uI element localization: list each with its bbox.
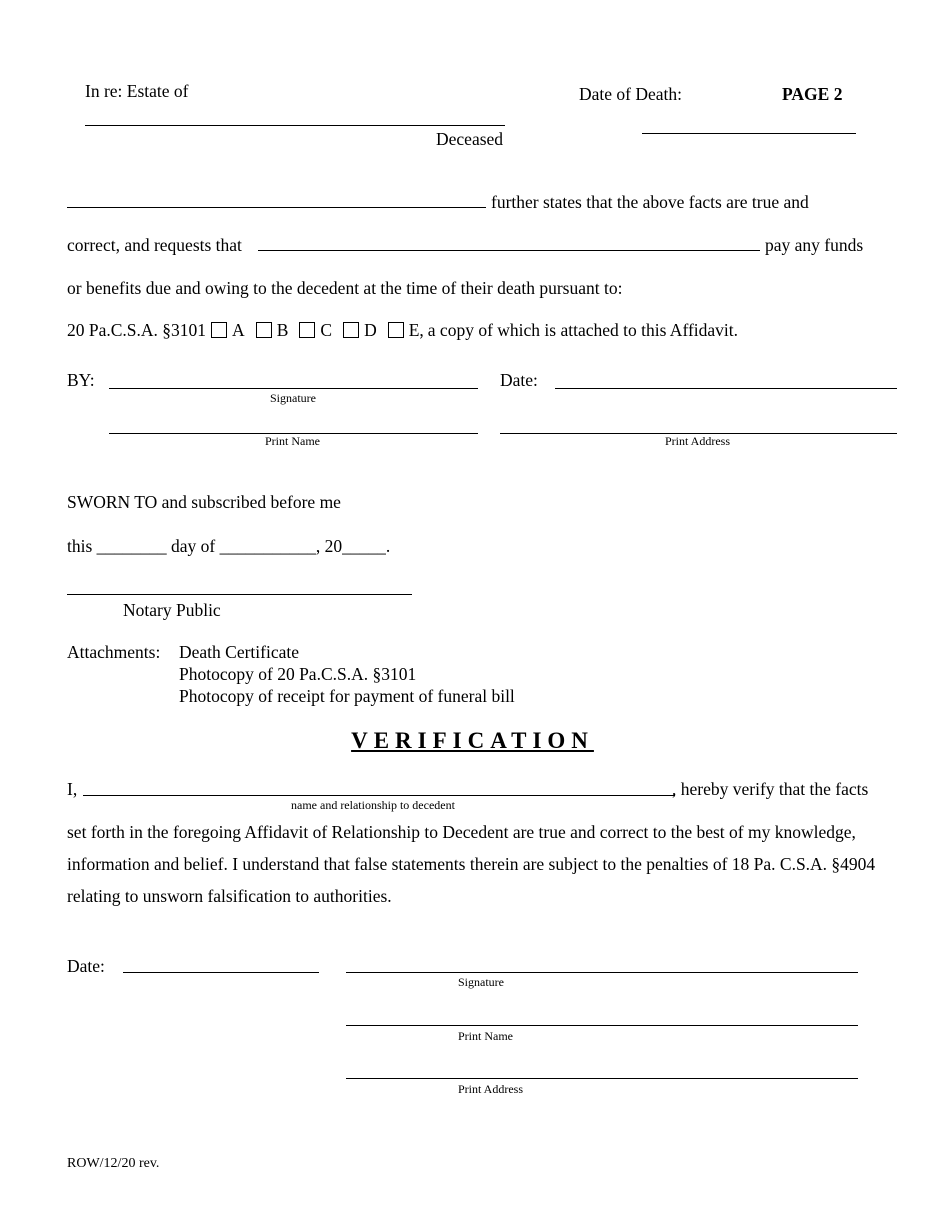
option-a-label: A <box>232 320 245 340</box>
verification-title: VERIFICATION <box>351 728 594 753</box>
verification-suffix: , hereby verify that the facts <box>672 779 869 799</box>
statute-prefix: 20 Pa.C.S.A. §3101 <box>67 320 207 340</box>
checkbox-c[interactable] <box>299 322 315 338</box>
estate-label: In re: Estate of <box>85 81 189 101</box>
sworn-line: SWORN TO and subscribed before me <box>67 492 341 512</box>
date-of-death-label: Date of Death: <box>579 84 683 104</box>
date-of-death-line[interactable] <box>642 133 856 134</box>
attachment-item: Photocopy of 20 Pa.C.S.A. §3101 <box>179 664 417 684</box>
by-date-line[interactable] <box>555 388 897 389</box>
option-c-label: C <box>320 320 333 340</box>
verification-print-name-line[interactable] <box>346 1025 858 1026</box>
notary-public-label: Notary Public <box>123 600 221 620</box>
verification-print-address-line[interactable] <box>346 1078 858 1079</box>
requested-party-line[interactable] <box>258 250 760 251</box>
statement-line-1: further states that the above facts are true and <box>491 192 809 212</box>
statute-suffix: a copy of which is attached to this Affidavit. <box>427 320 739 340</box>
attachment-item: Photocopy of receipt for payment of funeral bill <box>179 686 515 706</box>
day-line: this ________ day of ___________, 20_____. <box>67 536 391 556</box>
verifier-name-caption: name and relationship to decedent <box>291 798 455 812</box>
verification-body: set forth in the foregoing Affidavit of Relationship to Decedent are true and correct to the best of my knowledge, information and belief. I understand that false statements therein are subject to the penalties of 18 Pa. C.S.A. §4904 relating to unsworn falsification to authorities. <box>67 822 876 906</box>
verification-print-name-caption: Print Name <box>458 1029 513 1043</box>
verification-date-label: Date: <box>67 956 105 976</box>
statement-line-2-prefix: correct, and requests that <box>67 235 242 255</box>
attachments-label: Attachments: <box>67 642 161 662</box>
verification-signature-line[interactable] <box>346 972 858 973</box>
notary-signature-line[interactable] <box>67 594 412 595</box>
print-address-caption: Print Address <box>665 434 731 448</box>
attachment-item: Death Certificate <box>179 642 300 662</box>
by-date-label: Date: <box>500 370 538 390</box>
page-label: PAGE 2 <box>782 84 843 104</box>
verifier-name-line[interactable] <box>83 795 675 796</box>
verification-signature-caption: Signature <box>458 975 504 989</box>
checkbox-a[interactable] <box>211 322 227 338</box>
option-e-label: E <box>408 320 420 340</box>
checkbox-e[interactable] <box>388 322 404 338</box>
verification-date-line[interactable] <box>123 972 319 973</box>
deceased-label: Deceased <box>436 129 504 149</box>
print-name-caption: Print Name <box>265 434 320 448</box>
estate-name-line[interactable] <box>85 125 505 126</box>
option-d-label: D <box>364 320 377 340</box>
affiant-name-line[interactable] <box>67 207 486 208</box>
option-b-label: B <box>276 320 289 340</box>
checkbox-b[interactable] <box>256 322 272 338</box>
checkbox-d[interactable] <box>343 322 359 338</box>
statute-line: 20 Pa.C.S.A. §3101 A B C D E, a copy of which is attached to this Affidavit. <box>67 320 739 340</box>
signature-line[interactable] <box>109 388 478 389</box>
statement-line-3: or benefits due and owing to the decedent at the time of their death pursuant to: <box>67 278 623 298</box>
verification-print-address-caption: Print Address <box>458 1082 524 1096</box>
by-label: BY: <box>67 370 95 390</box>
revision-footer: ROW/12/20 rev. <box>67 1156 160 1171</box>
statement-line-2-suffix: pay any funds <box>765 235 864 255</box>
verification-prefix: I, <box>67 779 78 799</box>
signature-caption: Signature <box>270 391 316 405</box>
